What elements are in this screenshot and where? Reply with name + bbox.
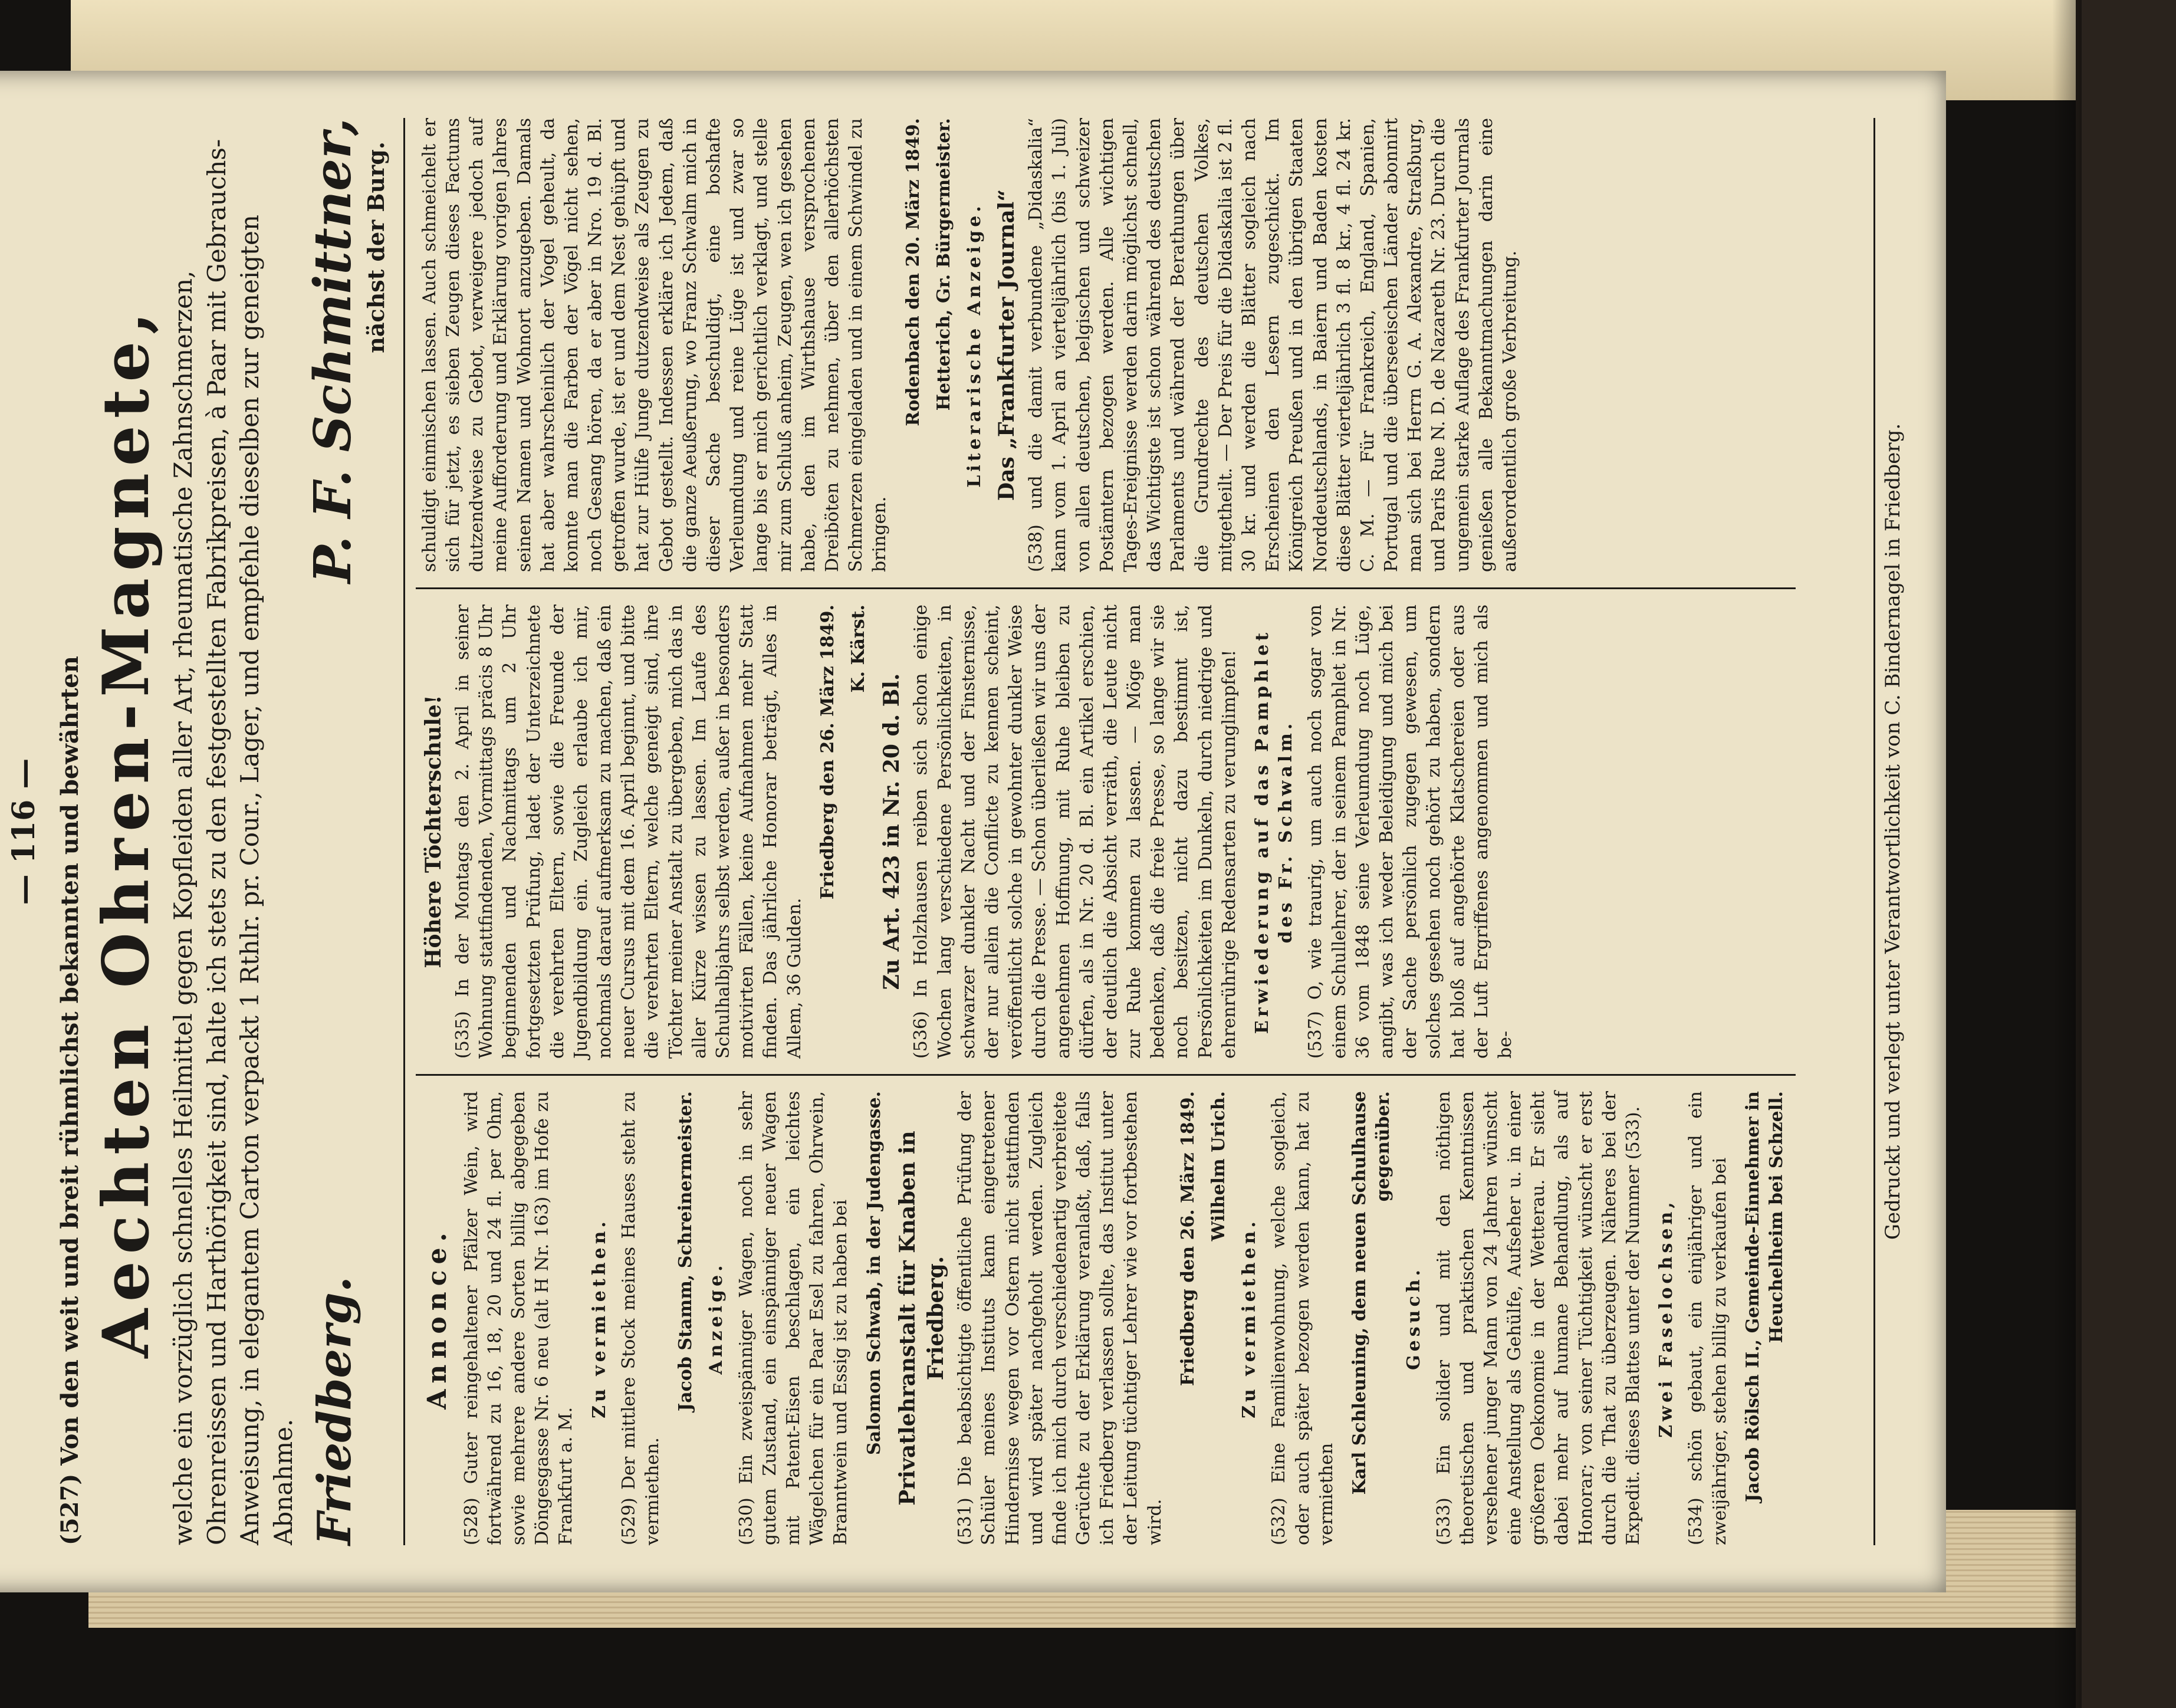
ad-531-signature: Wilhelm Urich.: [1208, 1091, 1230, 1241]
ad-534-heading: Zwei Faselochsen,: [1656, 1198, 1677, 1438]
ad-535-heading: Höhere Töchterschule!: [420, 695, 446, 968]
ad-529-signature: Jacob Stamm, Schreinermeister.: [675, 1091, 696, 1411]
ad-527-body: welche ein vorzüglich schnelles Heilmittel gegen Kopfleiden aller Art, rheumatische Zahnschmerzen, Ohrenreissen und Harthörigkeit sind, halte ich stets zu den festgestellten Fabrikpreisen, à Paar mit Gebrauchs-Anweisung, in elegantem Carton verpackt 1 Rthlr. pr. Cour., Lager, und empfehle dieselben zur geneigten Abnahme.: [169, 139, 298, 1545]
gutter-shadow: [2052, 0, 2082, 1708]
ad-535-date: Friedberg den 26. März 1849.: [817, 605, 838, 900]
column-rule: [416, 587, 1796, 589]
ad-534-signature: Jacob Rölsch II., Gemeinde-Einnehmer in Heuchelheim bei Schzell.: [1742, 1091, 1787, 1502]
column-3: [416, 118, 1796, 572]
ad-531: (531) Die beabsichtigte öffentliche Prüfung der Schüler meines Instituts kann eingetretener Hindernisse wegen vor Ostern nicht stattfinden und wird später nachgeholt werden. Zugleich finde ich mich durch verschiedenartig verbreitete Gerüchte zu der Erklärung veranlaßt, daß, falls ich Friedberg verlassen sollte, das Institut unter der Leitung tüchtiger Lehrer wie vor fortbestehen wird.: [955, 1091, 1165, 1545]
ad-538-heading: Das „Frankfurter Journal“: [994, 189, 1020, 501]
ad-533: (533) Ein solider und mit den nöthigen theoretischen und praktischen Kenntnissen versehener junger Mann von 24 Jahren wünscht eine Anstellung als Gehülfe, Aufseher u. in einer größeren Oekonomie in der Wetterau. Er sieht dabei mehr auf humane Behandlung, als auf Honorar; von seiner Tüchtigkeit wünscht er erst durch die That zu überzeugen. Näheres bei der Expedit. dieses Blattes unter der Nummer (533).: [1433, 1091, 1644, 1545]
ad-530-heading: Anzeige.: [706, 1262, 727, 1375]
ad-529: (529) Der mittlere Stock meines Hauses steht zu vermiethen.: [618, 1091, 663, 1545]
ad-536: (536) In Holzhausen reiben sich schon einige Wochen lang verschiedene Persönlichkeiten, in schwarzer dunkler Nacht und der Finsternisse, der nur allein die Conflicte zu kennen scheint, veröffentlicht solche in gewohnter dunkler Weise durch die Presse. — Schon überließen wir uns der angenehmen Hoffnung, mit Ruhe bleiben zu dürfen, als in Nr. 20 d. Bl. ein Artikel erschien, der deutlich die Absicht verräth, die Leute nicht zur Ruhe kommen zu lassen. — Möge man bedenken, daß die freie Presse, so lange wir sie noch besitzen, nicht dazu bestimmt ist, Persönlichkeiten im Dunkeln, durch niedrige und ehrenrührige Redensarten zu verunglimpfen!: [910, 605, 1240, 1059]
column-rule: [416, 1074, 1796, 1076]
column-2: [416, 605, 1796, 1059]
ad-538: (538) und die damit verbundene „Didaskalia“ kann vom 1. April an vierteljährlich (bis 1. Juli) von allen deutschen, belgischen und schweizer Postämtern bezogen werden. Alle wichtigen Tages-Ereignisse werden darin möglichst schnell, das Wichtigste ist schon während des deutschen Parlaments und während der Berathungen über die Grundrechte des deutschen Volkes, mitgetheilt. — Der Preis für die Didaskalia ist 2 fl. 30 kr. und werden die Blätter sogleich nach Erscheinen den Lesern zugeschickt. Im Königreich Preußen und in den übrigen Staaten Norddeutschlands, in Baiern und Baden kosten diese Blätter vierteljährlich 3 fl. 8 kr., 4 fl. 24 kr. C. M. — Für Frankreich, England, Spanien, Portugal und die überseeischen Länder abonnirt man sich bei Herrn G. A. Alexandre, Straßburg, und Paris Rue N. D. de Nazareth Nr. 23. Durch die ungemein starke Auflage des Frankfurter Journals genießen alle Bekanntmachungen darin eine außerordentlich große Verbreitung.: [1025, 118, 1521, 572]
ad-527-intro: (527) Von den weit und breit rühmlichst bekannten und bewährten: [56, 656, 84, 1545]
ad-531-heading: Privatlehranstalt für Knaben in Friedberg.: [895, 1131, 948, 1506]
ad-528: (528) Guter reingehaltener Pfälzer Wein, wird fortwährend zu 16, 18, 20 und 24 fl. per Ohm, sowie mehrere andere Sorten billig abgegeben Döngesgasse Nr. 6 neu (alt H Nr. 163) im Hofe zu Frankfurt a. M.: [461, 1091, 577, 1545]
ad-532-signature: Karl Schleuning, dem neuen Schulhause gegenüber.: [1349, 1091, 1394, 1495]
ad-533-heading: Gesuch.: [1403, 1266, 1425, 1370]
literary-heading: Literarische Anzeige.: [964, 202, 985, 488]
page-content: [6, 118, 1922, 1545]
ad-530-signature: Salomon Schwab, in der Judengasse.: [863, 1091, 885, 1455]
ad-537-date: Rodenbach den 20. März 1849.: [902, 118, 923, 426]
ad-536-heading: Zu Art. 423 in Nr. 20 d. Bl.: [879, 673, 905, 990]
ad-535: (535) In der Montags den 2. April in seiner Wohnung stattfindenden, Vormittags präcis 8 Uhr beginnenden und Nachmittags um 2 Uhr fortgesetzten Prüfung, ladet der Unterzeichnete die verehrten Eltern, sowie die Freunde der Jugendbildung ein. Zugleich erlaube ich mir, nochmals darauf aufmerksam zu machen, daß ein neuer Cursus mit dem 16. April beginnt, und bitte die verehrten Eltern, welche geneigt sind, ihre Töchter meiner Anstalt zu übergeben, mich das in aller Kürze wissen zu lassen. Im Laufe des Schulhalbjahrs selbst werden, außer in besonders motivirten Fällen, keine Aufnahmen mehr Statt finden. Das jährliche Honorar beträgt, Alles in Allem, 36 Gulden.: [452, 605, 805, 1059]
book-cover-leather: [2076, 0, 2176, 1708]
ad-527-firm: P. F. Schmittner,: [303, 118, 363, 583]
ad-534: (534) schön gebaut, ein einjähriger und ein zweijähriger, stehen billig zu verkaufen bei: [1685, 1091, 1730, 1545]
ad-527-signature-row: [303, 118, 363, 1545]
ad-532: (532) Eine Familienwohnung, welche sogleich, oder auch später bezogen werden kann, hat zu vermiethen: [1268, 1091, 1337, 1545]
columns: [403, 118, 1796, 1545]
ad-527-title: Aechten Ohren-Magnete,: [89, 305, 163, 1358]
ad-527-place: Friedberg.: [307, 1276, 361, 1545]
ad-530: (530) Ein zweispänniger Wagen, noch in sehr gutem Zustand, ein einspänniger neuer Wagen mit Patent-Eisen beschlagen, ein leichtes Wägelchen für ein Paar Esel zu fahren, Ohrwein, Branntwein und Essig ist zu haben bei: [735, 1091, 852, 1545]
ad-537-signature: Hetterich, Gr. Bürgermeister.: [933, 118, 954, 411]
column-1: [416, 1091, 1796, 1545]
ad-535-signature: K. Kärst.: [847, 605, 869, 693]
ad-532-heading: Zu vermiethen.: [1239, 1218, 1260, 1418]
ad-529-heading: Zu vermiethen.: [589, 1218, 610, 1418]
ad-537: (537) O, wie traurig, um auch noch sogar von einem Schullehrer, der in seinem Pamphlet in Nr. 36 vom 1848 seine Verleumdung noch Lüge, angibt, was ich weder Beleidigung und mich bei der Sache persönlich zugegen gewesen, um solches gesehen noch gehört zu haben, sondern hat bloß auf angehörte Klatschereien oder aus der Luft Ergriffenes angenommen und mich als be-: [1305, 605, 1516, 1059]
imprint-footer: Gedruckt und verlegt unter Verantwortlichkeit von C. Bindernagel in Friedberg.: [1873, 118, 1905, 1545]
ad-537-continued: schuldigt einmischen lassen. Auch schmeichelt er sich für jetzt, es sieben Zeugen dieses Factums dutzendweise zu Gebot, verweigere jedoch auf meine Aufforderung und Erklärung vorigen Jahres seinen Namen und Wohnort anzugeben. Damals hat aber wahrscheinlich der Vogel geheult, da konnte man die Farben der Vögel nicht sehen, noch Gesang hören, da er aber in Nro. 19 d. Bl. getroffen wurde, ist er und dem Nest gehüpft und hat zur Hülfe Junge dutzendweise als Zeugen zu Gebot gestellt. Indessen erkläre ich Jedem, daß die ganze Aeußerung, wo Franz Schwalm mich in dieser Sache beschuldigt, eine boshafte Verleumdung und reine Lüge ist und zwar so lange bis er mich gerichtlich verklagt, und stelle mir zum Schluß anheim, Zeugen, wen ich gesehen habe, den im Wirthshause versprochenen Dreiböten zu nehmen, über den allerhöchsten Schmerzen eingeladen und in einem Schwindel zu bringen.: [419, 118, 890, 572]
erwiederung-heading: Erwiederung auf das Pamphlet des Fr. Schwalm.: [1252, 629, 1297, 1034]
page-number: — 116 —: [6, 758, 42, 905]
annonce-heading: Annonce.: [422, 1227, 452, 1410]
ad-527-firm-note: nächst der Burg.: [362, 142, 389, 353]
newspaper-page: [0, 71, 1946, 1592]
ad-531-date: Friedberg den 26. März 1849.: [1177, 1091, 1198, 1387]
